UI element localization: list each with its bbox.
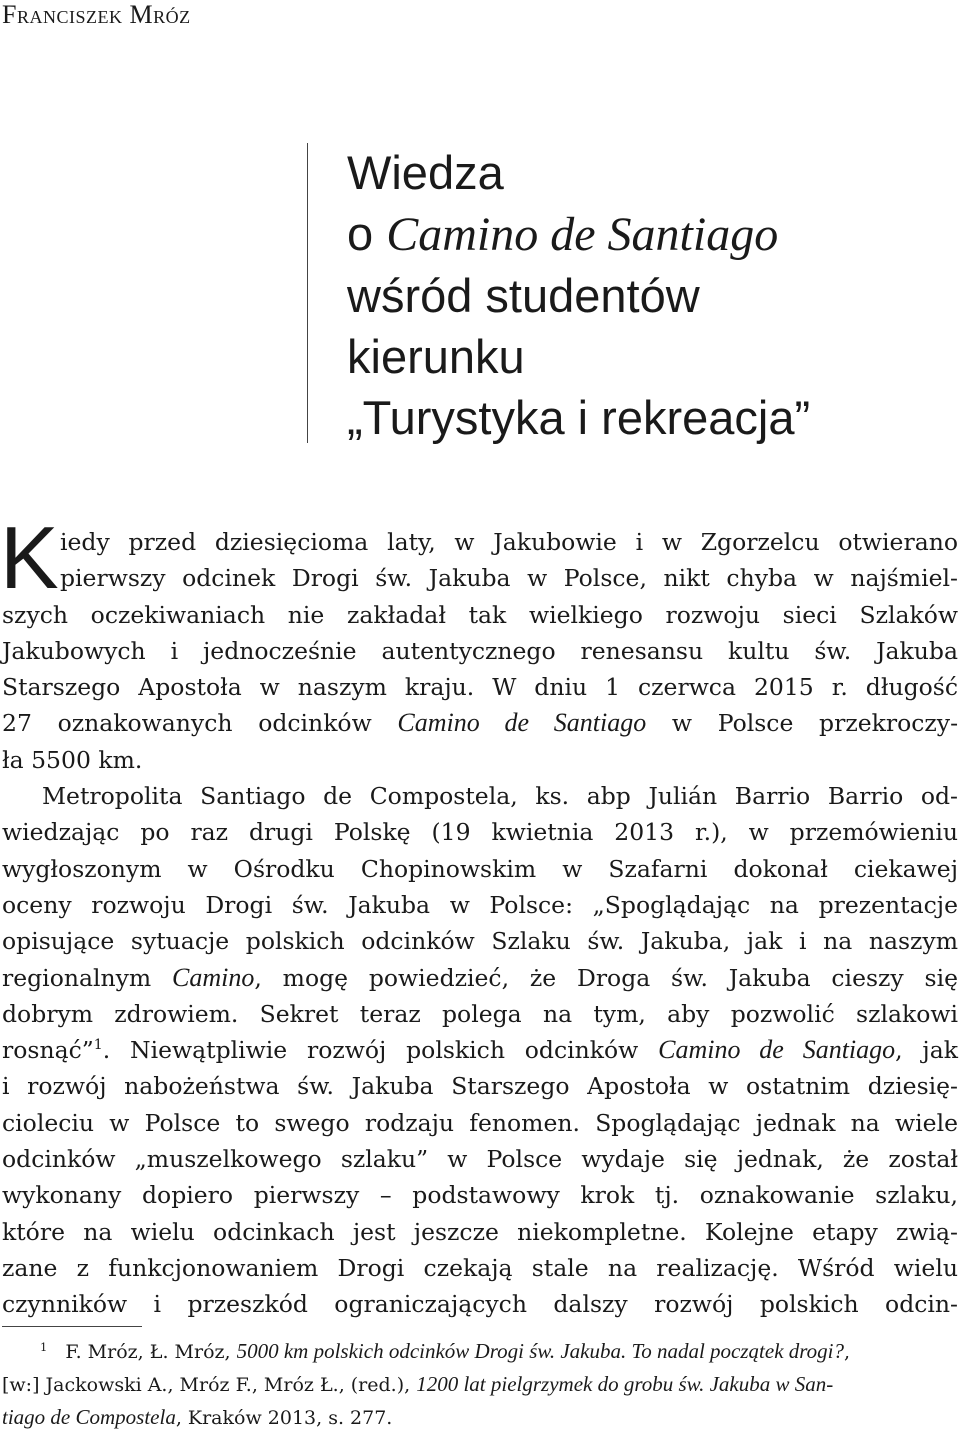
body-line-12: opisujące sytuacje polskich odcinków Szlaku św. Jakuba, jak i na naszym	[2, 927, 958, 956]
footnote-separator	[2, 1326, 142, 1327]
title-line-2-prefix: o	[347, 207, 387, 260]
body-line-9: wiedzając po raz drugi Polskę (19 kwietnia 2013 r.), w przemówieniu	[2, 818, 958, 847]
footnote-book-title-cont: tiago de Compostela	[2, 1405, 176, 1429]
body-line-8: Metropolita Santiago de Compostela, ks. abp Julián Barrio Barrio od-	[42, 782, 958, 811]
body-line-15-d: , jak	[895, 1036, 958, 1065]
body-line-3: szych oczekiwaniach nie zakładał tak wielkiego rozwoju sieci Szlaków	[2, 600, 958, 629]
body-line-13	[2, 960, 958, 996]
body-line-5: Starszego Apostoła w naszym kraju. W dniu 1 czerwca 2015 r. długość	[2, 673, 958, 702]
body-line-15-italic: Camino de Santiago	[658, 1035, 896, 1065]
body-text	[2, 524, 958, 1323]
footnote-title-italic: 5000 km polskich odcinków Drogi św. Jakuba. To nadal początek drogi?	[236, 1339, 844, 1363]
drop-cap: K	[0, 508, 59, 607]
title-line-5: „Turystyka i rekreacja”	[347, 391, 811, 444]
article-title	[347, 142, 947, 448]
footnote-1	[2, 1335, 958, 1434]
body-line-18: odcinków „muszelkowego szlaku” w Polsce wydaje się jednak, że został	[2, 1145, 958, 1174]
title-italic-camino: Camino de Santiago	[386, 208, 779, 261]
footnote-line-3	[2, 1401, 958, 1434]
body-line-10: wygłoszonym w Ośrodku Chopinowskim w Szafarni dokonał ciekawej	[2, 854, 958, 883]
body-line-16: i rozwój nabożeństwa św. Jakuba Starszego Apostoła w ostatnim dziesię-	[2, 1072, 958, 1101]
title-line-1: Wiedza	[347, 146, 504, 199]
footnote-publication: , Kraków 2013, s. 277.	[175, 1407, 393, 1429]
body-line-15-b: . Niewątpliwie rozwój polskich odcinków	[102, 1036, 659, 1065]
body-line-13-italic: Camino	[172, 962, 255, 992]
footnote-line-1	[2, 1335, 958, 1368]
title-line-2	[347, 203, 947, 265]
body-line-13-a: regionalnym	[2, 963, 173, 992]
body-line-2: pierwszy odcinek Drogi św. Jakuba w Polsce, nikt chyba w najśmiel-	[60, 564, 958, 593]
footnote-editors: [w:] Jackowski A., Mróz F., Mróz Ł., (red.),	[2, 1374, 417, 1396]
footnote-line-2	[2, 1368, 958, 1401]
body-line-7: ła 5500 km.	[2, 745, 143, 774]
footnote-number: 1	[40, 1339, 48, 1354]
body-line-17: cioleciu w Polsce to swego rodzaju fenomen. Spoglądając jednak na wiele	[2, 1108, 958, 1137]
body-line-4: Jakubowych i jednocześnie autentycznego renesansu kultu św. Jakuba	[2, 636, 958, 665]
body-line-6-italic: Camino de Santiago	[397, 708, 647, 738]
footnote-ref-1[interactable]: 1	[93, 1037, 103, 1054]
body-line-1: iedy przed dziesięcioma laty, w Jakubowie i w Zgorzelcu otwierano	[60, 528, 958, 556]
body-line-6	[2, 705, 958, 741]
footnote-book-title-italic: 1200 lat pielgrzymek do grobu św. Jakuba w San-	[416, 1372, 834, 1396]
body-line-19: wykonany dopiero pierwszy – podstawowy krok tj. oznakowanie szlaku,	[2, 1181, 958, 1210]
footnote-authors: F. Mróz, Ł. Mróz,	[65, 1341, 237, 1363]
body-line-15	[2, 1032, 958, 1068]
body-line-6-a: 27 oznakowanych odcinków	[2, 709, 398, 738]
body-line-15-a: rosnąć”	[2, 1036, 94, 1065]
title-vertical-rule	[307, 143, 308, 443]
body-line-11: oceny rozwoju Drogi św. Jakuba w Polsce: „Spoglądając na prezentacje	[2, 890, 958, 919]
title-line-3: wśród studentów	[347, 269, 700, 322]
body-line-20: które na wielu odcinkach jest jeszcze niekompletne. Kolejne etapy zwią-	[2, 1217, 958, 1246]
footnote-line-1-end: ,	[844, 1341, 851, 1363]
body-line-6-c: w Polsce przekroczy-	[646, 709, 959, 738]
body-line-13-c: , mogę powiedzieć, że Droga św. Jakuba cieszy się	[254, 963, 958, 992]
running-header-author: Franciszek Mróz	[2, 0, 191, 29]
body-line-21: zane z funkcjonowaniem Drogi czekają stale na realizację. Wśród wielu	[2, 1253, 958, 1282]
title-line-4: kierunku	[347, 330, 525, 383]
body-line-14: dobrym zdrowiem. Sekret teraz polega na tym, aby pozwolić szlakowi	[2, 999, 958, 1028]
body-line-22: czynników i przeszkód ograniczających dalszy rozwój polskich odcin-	[2, 1290, 958, 1319]
